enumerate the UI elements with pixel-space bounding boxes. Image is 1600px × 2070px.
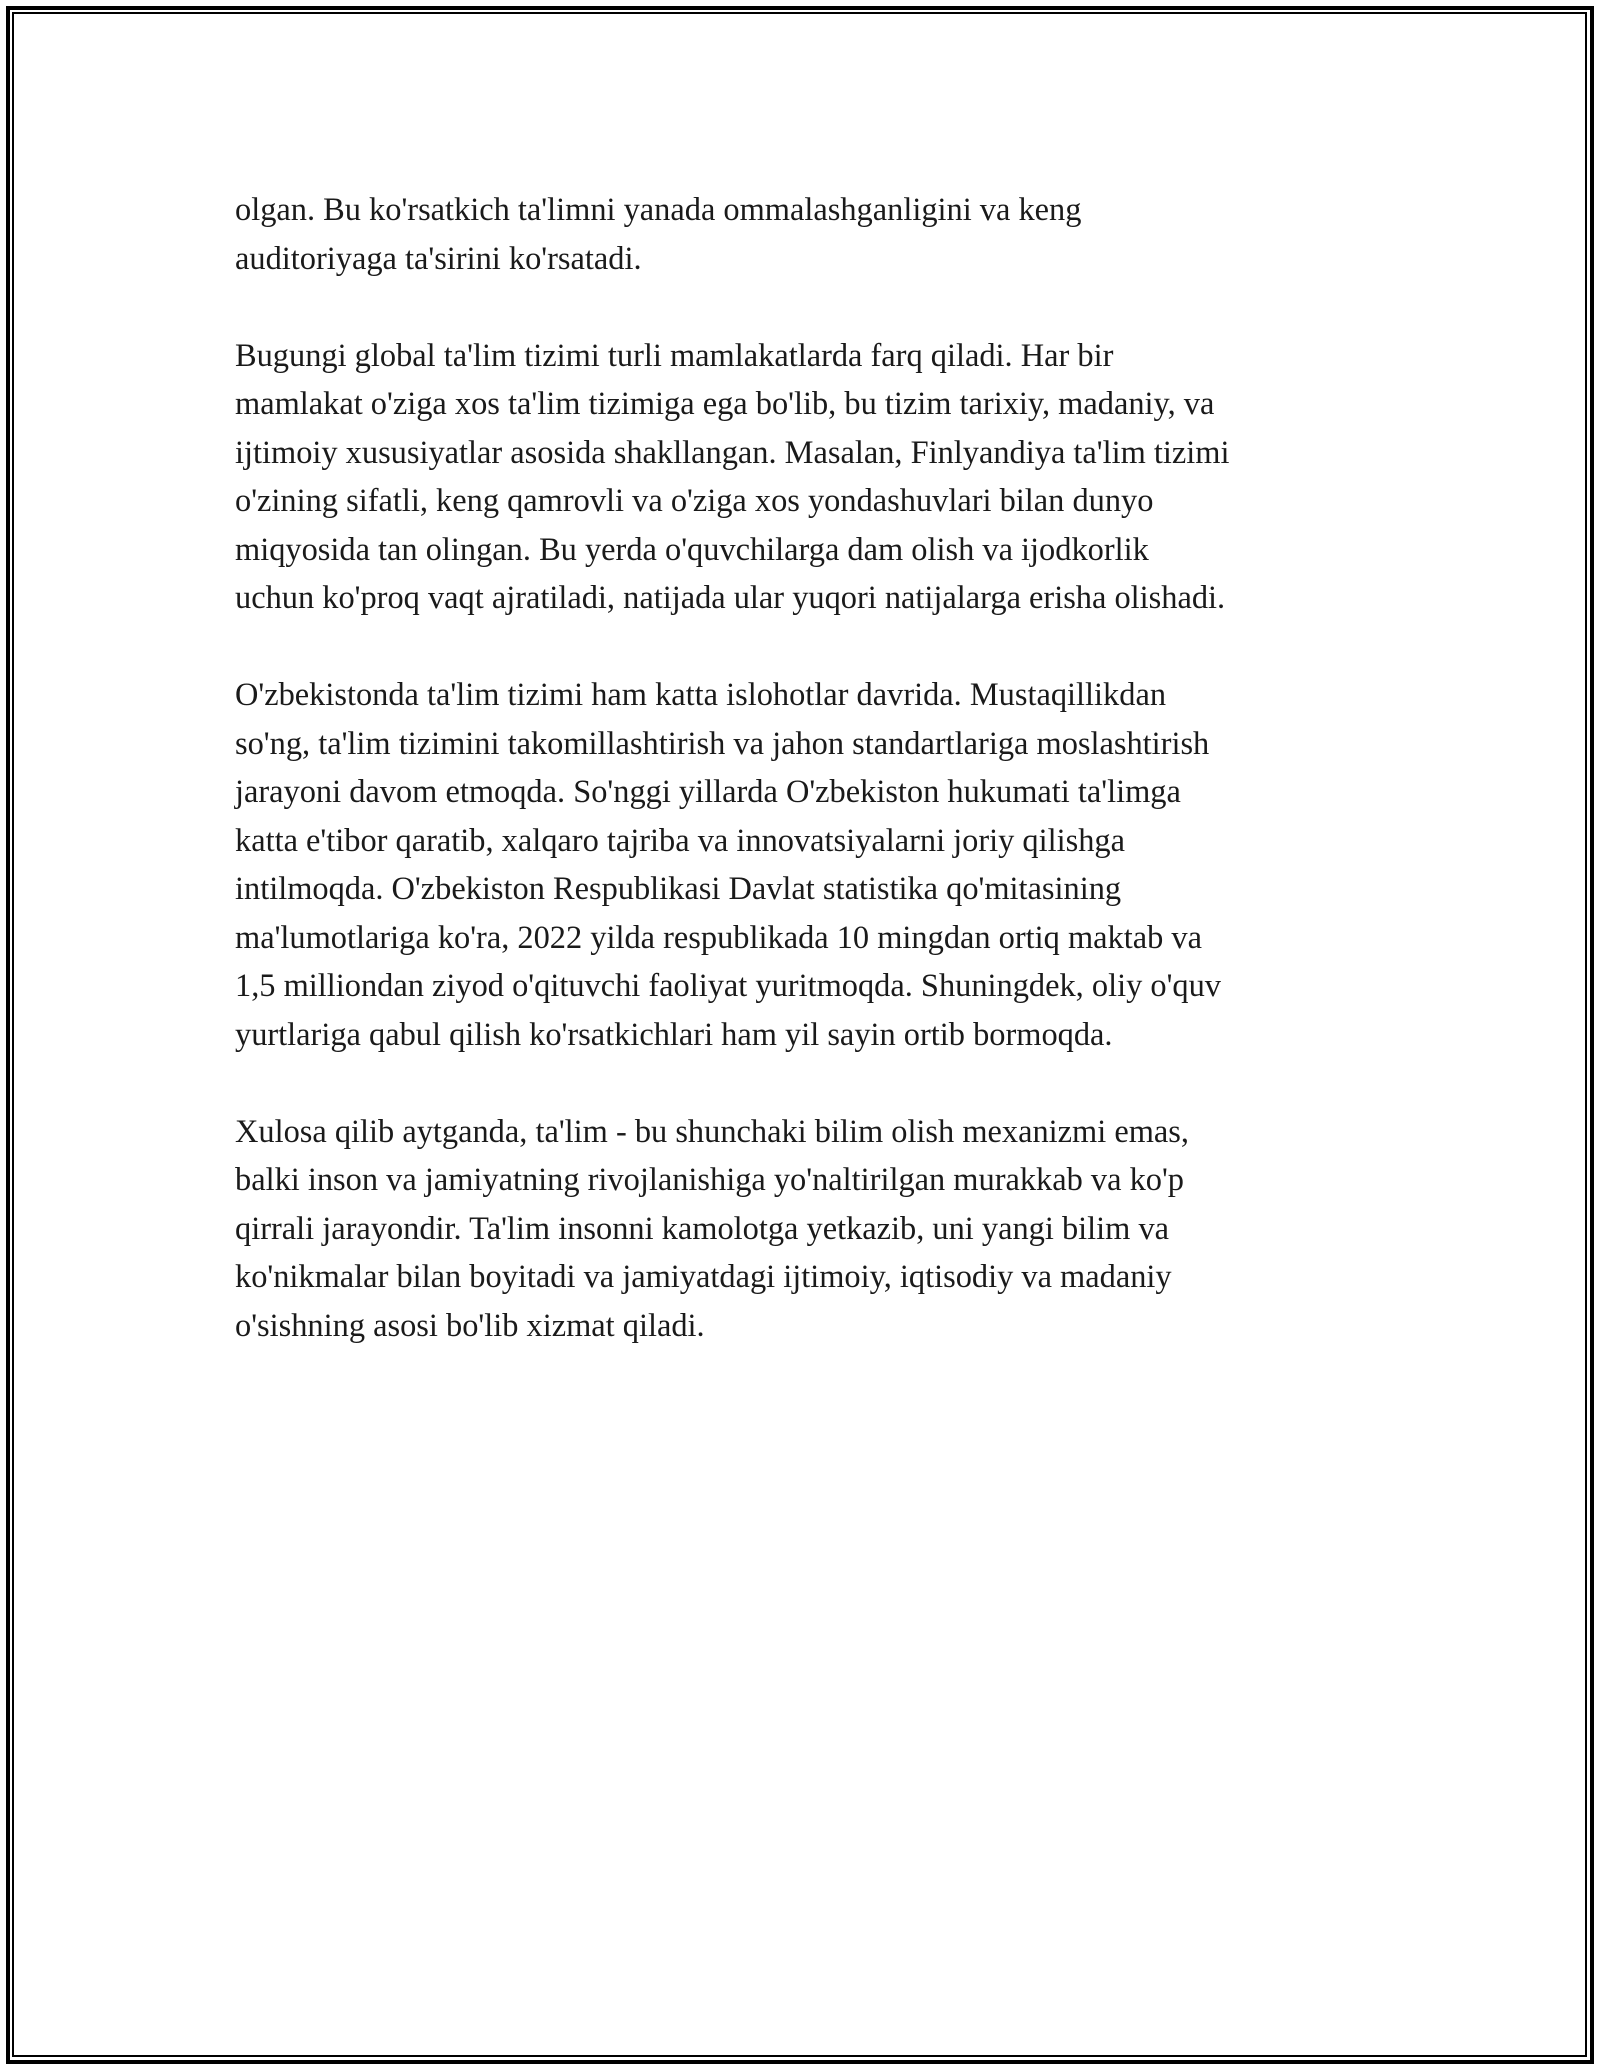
- text-line: ma'lumotlariga ko'ra, 2022 yilda respublikada 10 mingdan ortiq maktab va: [235, 919, 1202, 956]
- text-line: O'zbekistonda ta'lim tizimi ham katta islohotlar davrida. Mustaqillikdan: [235, 677, 1167, 713]
- text-line: jarayoni davom etmoqda. So'nggi yillarda O'zbekiston hukumati ta'limga: [235, 774, 1181, 810]
- text-line: balki inson va jamiyatning rivojlanishiga yo'naltirilgan murakkab va ko'p: [235, 1162, 1185, 1198]
- paragraph: [235, 1108, 1375, 1351]
- text-line: qirrali jarayondir. Ta'lim insonni kamolotga yetkazib, uni yangi bilim va: [235, 1210, 1170, 1247]
- text-line: ijtimoiy xususiyatlar asosida shakllangan. Masalan, Finlyandiya ta'lim tizimi: [235, 434, 1230, 471]
- text-line: miqyosida tan olingan. Bu yerda o'quvchilarga dam olish va ijodkorlik: [235, 531, 1149, 568]
- text-line: Xulosa qilib aytganda, ta'lim - bu shunchaki bilim olish mexanizmi emas,: [235, 1113, 1189, 1150]
- text-line: Bugungi global ta'lim tizimi turli mamlakatlarda farq qiladi. Har bir: [235, 337, 1114, 374]
- text-line: olgan. Bu ko'rsatkich ta'limni yanada ommalashganligini va keng: [235, 192, 1082, 228]
- text-line: o'sishning asosi bo'lib xizmat qiladi.: [235, 1307, 705, 1344]
- paragraph: [235, 186, 1375, 283]
- text-line: katta e'tibor qaratib, xalqaro tajriba va innovatsiyalarni joriy qilishga: [235, 822, 1125, 859]
- text-line: 1,5 milliondan ziyod o'qituvchi faoliyat yuritmoqda. Shuningdek, oliy o'quv: [235, 968, 1221, 1004]
- text-line: o'zining sifatli, keng qamrovli va o'ziga xos yondashuvlari bilan dunyo: [235, 483, 1154, 519]
- text-line: auditoriyaga ta'sirini ko'rsatadi.: [235, 240, 642, 277]
- text-line: intilmoqda. O'zbekiston Respublikasi Davlat statistika qo'mitasining: [235, 871, 1122, 907]
- paragraph: [235, 332, 1375, 623]
- text-line: so'ng, ta'lim tizimini takomillashtirish va jahon standartlariga moslashtirish: [235, 725, 1210, 762]
- document-body: [235, 186, 1375, 1399]
- paragraph: [235, 671, 1375, 1059]
- text-line: mamlakat o'ziga xos ta'lim tizimiga ega bo'lib, bu tizim tarixiy, madaniy, va: [235, 386, 1215, 422]
- text-line: uchun ko'proq vaqt ajratiladi, natijada ular yuqori natijalarga erisha olishadi.: [235, 580, 1226, 616]
- text-line: yurtlariga qabul qilish ko'rsatkichlari ham yil sayin ortib bormoqda.: [235, 1016, 1113, 1053]
- text-line: ko'nikmalar bilan boyitadi va jamiyatdagi ijtimoiy, iqtisodiy va madaniy: [235, 1259, 1172, 1295]
